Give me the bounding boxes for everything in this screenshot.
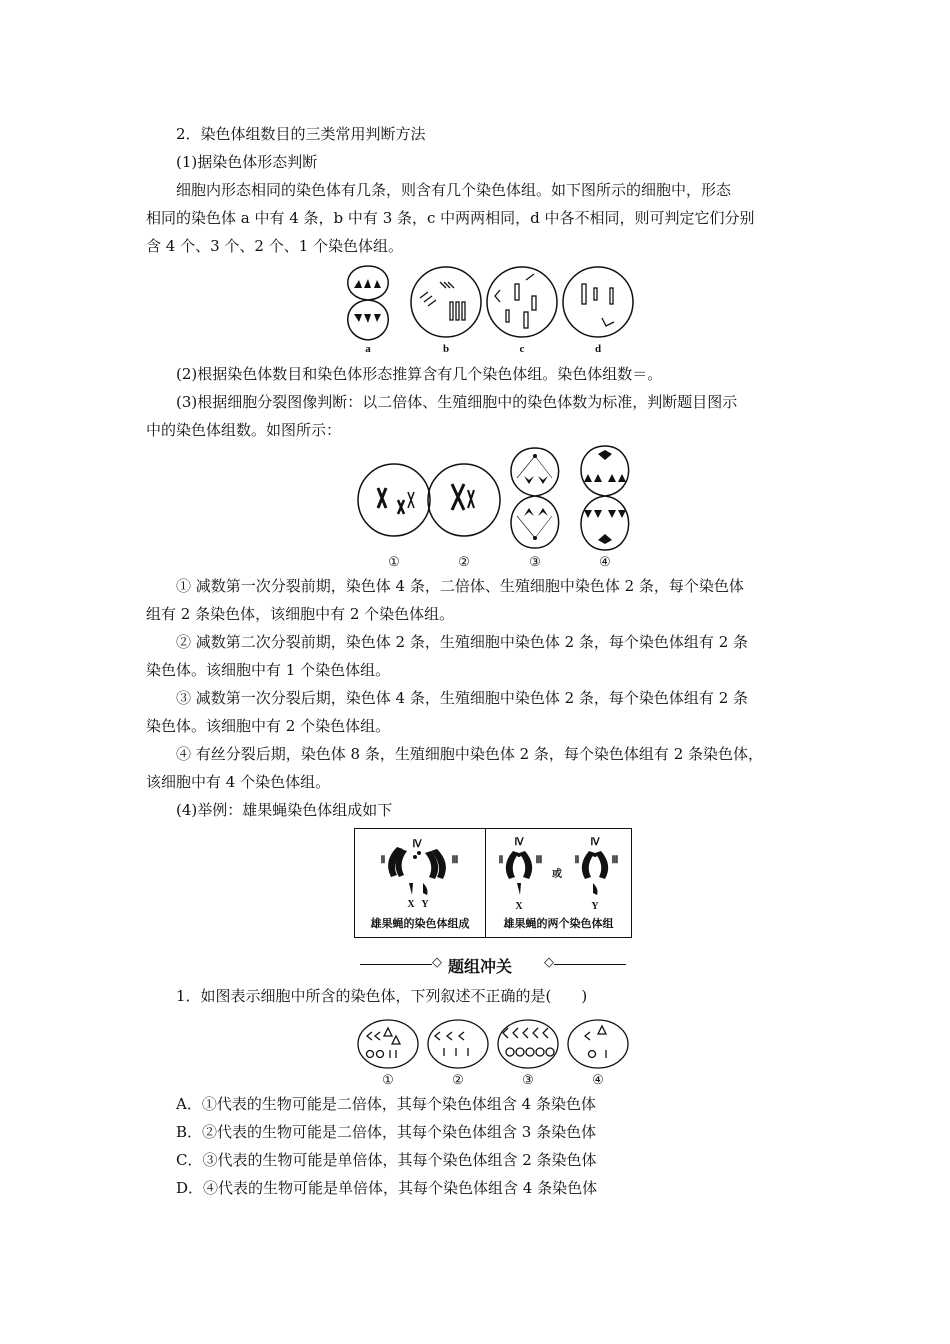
left-roman-iv: Ⅳ (412, 839, 422, 850)
method4-title: (4)举例：雄果蝇染色体组成如下 (176, 801, 393, 819)
item1-line1: ① 减数第一次分裂前期，染色体 4 条，二倍体、生殖细胞中染色体 2 条，每个染色体 (176, 577, 744, 595)
method3-text-line2: 中的染色体组数。如图所示： (146, 421, 342, 439)
divider-line-right (554, 964, 626, 965)
method2-text: (2)根据染色体数目和染色体形态推算含有几个染色体组。染色体组数＝。 (176, 365, 663, 383)
option-b[interactable]: B．②代表的生物可能是二倍体，其每个染色体组含 3 条染色体 (176, 1123, 597, 1141)
method3-text-line1: (3)根据细胞分裂图像判断：以二倍体、生殖细胞中的染色体数为标准，判断题目图示 (176, 393, 738, 411)
q-fig-label-1: ① (382, 1072, 394, 1087)
right2-sex-y: Y (591, 901, 599, 912)
section-title: 题组冲关 (448, 957, 513, 976)
diamond-icon-left: ◇ (432, 955, 442, 970)
right2-roman-iii: Ⅲ (611, 855, 619, 866)
question-figure (356, 1014, 632, 1090)
fruitfly-chromosomes (355, 829, 631, 913)
fig1-label-d: d (594, 343, 602, 355)
figure-cell-division (352, 444, 642, 572)
right1-roman-iii: Ⅲ (535, 855, 543, 866)
item4-line1: ④ 有丝分裂后期，染色体 8 条，生殖细胞中染色体 2 条，每个染色体组有 2 条染色体， (176, 745, 764, 763)
diamond-icon-right: ◇ (544, 955, 554, 970)
item1-line2: 组有 2 条染色体，该细胞中有 2 个染色体组。 (146, 605, 455, 623)
option-a[interactable]: A．①代表的生物可能是二倍体，其每个染色体组含 4 条染色体 (176, 1095, 596, 1113)
left-sex-x: X (407, 899, 415, 910)
method1-text-line1: 细胞内形态相同的染色体有几条，则含有几个染色体组。如下图所示的细胞中，形态 (176, 181, 732, 199)
right1-roman-ii: Ⅱ (498, 855, 504, 866)
fig2-label-4: ④ (599, 554, 611, 569)
right2-roman-iv: Ⅳ (590, 837, 600, 848)
right1-roman-iv: Ⅳ (514, 837, 524, 848)
fruitfly-figure (354, 828, 632, 938)
q-fig-label-2: ② (452, 1072, 464, 1087)
method1-text-line2: 相同的染色体 a 中有 4 条，b 中有 3 条，c 中两两相同，d 中各不相同，则可判定它们分别 (146, 209, 755, 227)
option-c[interactable]: C．③代表的生物可能是单倍体，其每个染色体组含 2 条染色体 (176, 1151, 597, 1169)
or-label: 或 (552, 869, 562, 880)
q-fig-label-3: ③ (522, 1072, 534, 1087)
fig2-label-3: ③ (529, 554, 541, 569)
q-fig-label-4: ④ (592, 1072, 604, 1087)
left-roman-ii: Ⅱ (380, 855, 386, 866)
fig2-label-1: ① (388, 554, 400, 569)
fig1-label-c: c (519, 343, 525, 355)
option-d[interactable]: D．④代表的生物可能是单倍体，其每个染色体组含 4 条染色体 (176, 1179, 598, 1197)
left-sex-y: Y (421, 899, 429, 910)
item2-line1: ② 减数第二次分裂前期，染色体 2 条，生殖细胞中染色体 2 条，每个染色体组有 2 条 (176, 633, 749, 651)
item4-line2: 该细胞中有 4 个染色体组。 (146, 773, 331, 791)
left-caption: 雄果蝇的染色体组成 (370, 918, 470, 930)
right2-roman-ii: Ⅱ (574, 855, 580, 866)
section-divider (360, 954, 626, 976)
fig1-label-a: a (365, 343, 371, 355)
method1-text-line3: 含 4 个、3 个、2 个、1 个染色体组。 (146, 237, 404, 255)
figure-cells-abcd (340, 262, 640, 356)
right-caption: 雄果蝇的两个染色体组 (503, 918, 614, 930)
fig1-label-b: b (442, 343, 450, 355)
item3-line1: ③ 减数第一次分裂后期，染色体 4 条，生殖细胞中染色体 2 条，每个染色体组有 2 条 (176, 689, 749, 707)
right1-sex-x: X (515, 901, 523, 912)
question-stem: 1．如图表示细胞中所含的染色体，下列叙述不正确的是( ) (176, 987, 588, 1005)
divider-line-left (360, 964, 432, 965)
method1-title: (1)据染色体形态判断 (176, 153, 318, 171)
section-heading: 2．染色体组数目的三类常用判断方法 (176, 125, 426, 143)
left-roman-iii: Ⅲ (451, 855, 459, 866)
item3-line2: 染色体。该细胞中有 2 个染色体组。 (146, 717, 391, 735)
fig2-label-2: ② (458, 554, 470, 569)
item2-line2: 染色体。该细胞中有 1 个染色体组。 (146, 661, 391, 679)
